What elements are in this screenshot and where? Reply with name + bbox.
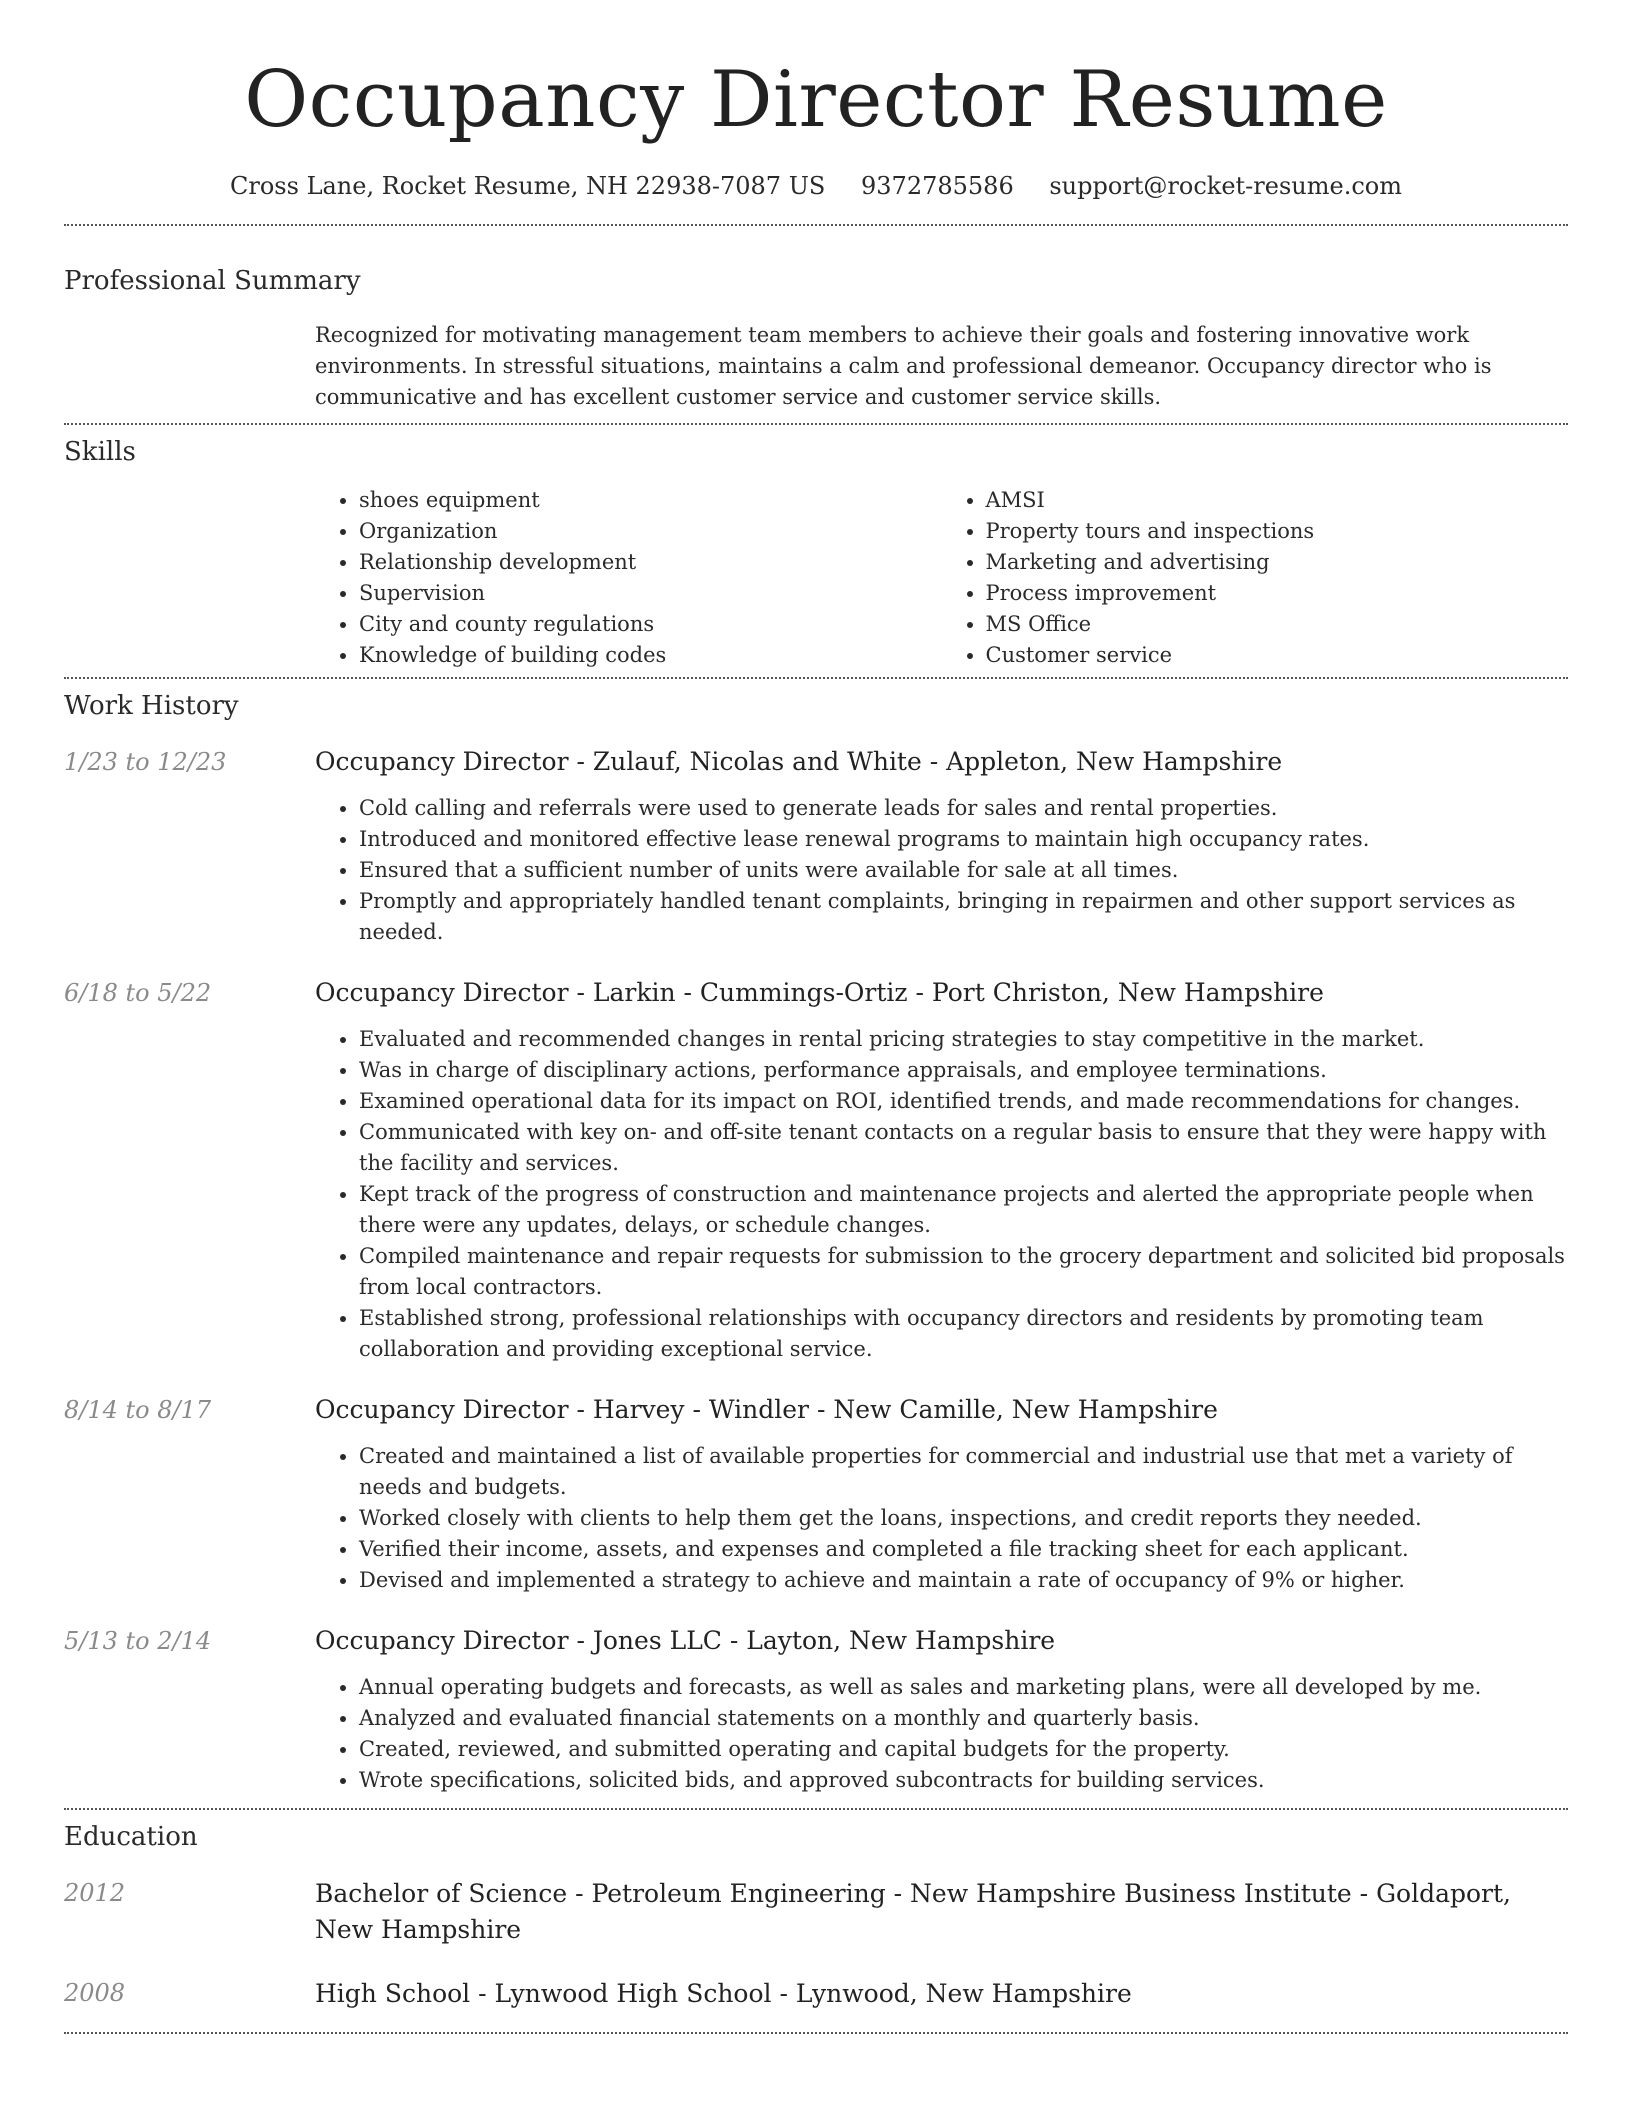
job-bullet: • Verified their income, assets, and expenses and completed a file tracking sheet for each applicant. bbox=[359, 1534, 1568, 1565]
job-bullets-wrap bbox=[315, 793, 1568, 948]
contact-line bbox=[64, 170, 1568, 202]
divider bbox=[64, 1808, 1568, 1810]
skill-item: • Marketing and advertising bbox=[986, 547, 1569, 578]
job-bullet: • Created, reviewed, and submitted operating and capital budgets for the property. bbox=[359, 1734, 1568, 1765]
job-bullet: • Promptly and appropriately handled tenant complaints, bringing in repairmen and other support services as needed. bbox=[359, 886, 1568, 948]
summary-text: Recognized for motivating management team members to achieve their goals and fostering innovative work environments. In stressful situations, maintains a calm and professional demeanor. Occupancy director who is communicative and has excellent customer service and customer service skills. bbox=[315, 323, 1492, 409]
job-bullets bbox=[315, 793, 1568, 948]
skill-item: • AMSI bbox=[986, 485, 1569, 516]
job-bullets-wrap bbox=[315, 1672, 1568, 1796]
divider bbox=[64, 224, 1568, 226]
job-title: Occupancy Director - Harvey - Windler - New Camille, New Hampshire bbox=[315, 1395, 1218, 1424]
address: Cross Lane, Rocket Resume, NH 22938-7087 US bbox=[230, 172, 826, 200]
job-dates: 5/13 to 2/14 bbox=[64, 1627, 212, 1655]
phone: 9372785586 bbox=[861, 172, 1014, 200]
job-bullet: • Devised and implemented a strategy to achieve and maintain a rate of occupancy of 9% or higher. bbox=[359, 1565, 1568, 1596]
work-heading: Work History bbox=[64, 691, 239, 721]
education-text: Bachelor of Science - Petroleum Engineering - New Hampshire Business Institute - Goldaport, New Hampshire bbox=[315, 1879, 1511, 1944]
job-bullet: • Wrote specifications, solicited bids, and approved subcontracts for building services. bbox=[359, 1765, 1568, 1796]
job-bullets bbox=[315, 1024, 1568, 1365]
education-year: 2012 bbox=[64, 1879, 126, 1907]
summary-heading: Professional Summary bbox=[64, 266, 361, 296]
email: support@rocket-resume.com bbox=[1049, 172, 1402, 200]
education-entry bbox=[64, 1976, 1568, 2012]
job-bullet: • Analyzed and evaluated financial statements on a monthly and quarterly basis. bbox=[359, 1703, 1568, 1734]
job-entry bbox=[64, 745, 1568, 948]
skill-item: • shoes equipment bbox=[359, 485, 942, 516]
job-bullet: • Examined operational data for its impact on ROI, identified trends, and made recommendations for changes. bbox=[359, 1086, 1568, 1117]
skills-list-left bbox=[315, 485, 942, 671]
skills-grid bbox=[315, 485, 1568, 671]
job-dates: 6/18 to 5/22 bbox=[64, 979, 212, 1007]
divider bbox=[64, 2032, 1568, 2034]
education-year: 2008 bbox=[64, 1979, 126, 2007]
skill-item: • Customer service bbox=[986, 640, 1569, 671]
education-entry bbox=[64, 1876, 1568, 1948]
job-bullet: • Evaluated and recommended changes in rental pricing strategies to stay competitive in the market. bbox=[359, 1024, 1568, 1055]
job-entry bbox=[64, 976, 1568, 1365]
education-heading: Education bbox=[64, 1822, 198, 1852]
education-text: High School - Lynwood High School - Lynwood, New Hampshire bbox=[315, 1979, 1132, 2008]
job-dates: 8/14 to 8/17 bbox=[64, 1396, 212, 1424]
skill-item: • Organization bbox=[359, 516, 942, 547]
job-bullet: • Created and maintained a list of available properties for commercial and industrial use that met a variety of needs and budgets. bbox=[359, 1441, 1568, 1503]
job-bullet: • Worked closely with clients to help them get the loans, inspections, and credit reports they needed. bbox=[359, 1503, 1568, 1534]
job-title: Occupancy Director - Jones LLC - Layton, New Hampshire bbox=[315, 1626, 1056, 1655]
divider bbox=[64, 423, 1568, 425]
job-bullet: • Compiled maintenance and repair requests for submission to the grocery department and solicited bid proposals from local contractors. bbox=[359, 1241, 1568, 1303]
job-entry bbox=[64, 1393, 1568, 1596]
skills-heading: Skills bbox=[64, 437, 136, 467]
skill-item: • Supervision bbox=[359, 578, 942, 609]
job-bullets bbox=[315, 1672, 1568, 1796]
job-bullets-wrap bbox=[315, 1441, 1568, 1596]
divider bbox=[64, 677, 1568, 679]
job-bullet: • Kept track of the progress of construction and maintenance projects and alerted the appropriate people when there were any updates, delays, or schedule changes. bbox=[359, 1179, 1568, 1241]
job-title: Occupancy Director - Zulauf, Nicolas and White - Appleton, New Hampshire bbox=[315, 747, 1283, 776]
page-title: Occupancy Director Resume bbox=[244, 55, 1388, 145]
job-bullet: • Introduced and monitored effective lease renewal programs to maintain high occupancy rates. bbox=[359, 824, 1568, 855]
skills-list-right bbox=[942, 485, 1569, 671]
job-bullets bbox=[315, 1441, 1568, 1596]
job-entry bbox=[64, 1624, 1568, 1796]
job-bullet: • Annual operating budgets and forecasts, as well as sales and marketing plans, were all developed by me. bbox=[359, 1672, 1568, 1703]
skill-item: • City and county regulations bbox=[359, 609, 942, 640]
skill-item: • Knowledge of building codes bbox=[359, 640, 942, 671]
job-title: Occupancy Director - Larkin - Cummings-Ortiz - Port Christon, New Hampshire bbox=[315, 978, 1324, 1007]
skill-item: • Relationship development bbox=[359, 547, 942, 578]
job-bullet: • Cold calling and referrals were used to generate leads for sales and rental properties. bbox=[359, 793, 1568, 824]
skill-item: • Process improvement bbox=[986, 578, 1569, 609]
skill-item: • Property tours and inspections bbox=[986, 516, 1569, 547]
skill-item: • MS Office bbox=[986, 609, 1569, 640]
job-bullet: • Established strong, professional relationships with occupancy directors and residents by promoting team collaboration and providing exceptional service. bbox=[359, 1303, 1568, 1365]
job-dates: 1/23 to 12/23 bbox=[64, 748, 227, 776]
resume-page bbox=[64, 0, 1568, 2034]
job-bullets-wrap bbox=[315, 1024, 1568, 1365]
job-bullet: • Was in charge of disciplinary actions, performance appraisals, and employee terminations. bbox=[359, 1055, 1568, 1086]
job-bullet: • Communicated with key on- and off-site tenant contacts on a regular basis to ensure that they were happy with the facility and services. bbox=[359, 1117, 1568, 1179]
job-bullet: • Ensured that a sufficient number of units were available for sale at all times. bbox=[359, 855, 1568, 886]
